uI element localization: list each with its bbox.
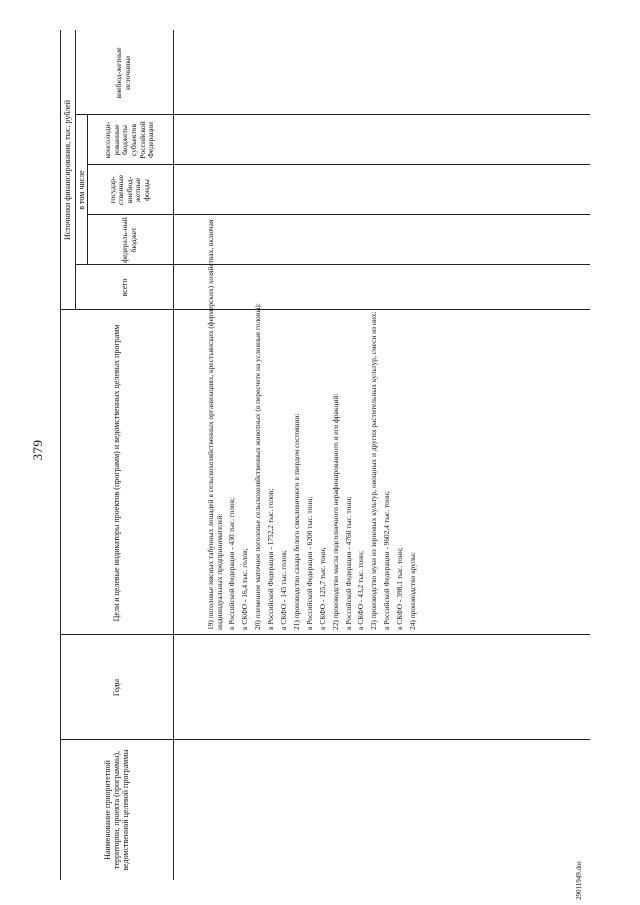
list-item: в Российской Федерации - 4760 тыс. тонн; bbox=[343, 496, 353, 630]
sources-title: Источники финансирования, тыс. рублей bbox=[63, 99, 72, 241]
list-item: в СКФО - 398,1 тыс. тонн; bbox=[395, 547, 405, 630]
state-funds-column-header: государ-ственные внебюд-жетные фонды bbox=[107, 174, 151, 206]
list-item: 24) производство крупы: bbox=[407, 552, 417, 630]
document-id: 29011949.doc bbox=[575, 860, 583, 900]
list-item: 20) племенное маточное поголовье сельскохозяйственных животных (в пересчете на условные головы): bbox=[253, 303, 263, 630]
rotated-table-area bbox=[30, 30, 590, 900]
list-item: в СКФО - 43,2 тыс. тонн; bbox=[356, 550, 366, 630]
page-number: 379 bbox=[30, 439, 45, 461]
goals-cell-text bbox=[207, 210, 422, 630]
list-item: в Российской Федерации - 6200 тыс. тонн; bbox=[304, 496, 314, 630]
years-column-header: Годы bbox=[112, 678, 121, 697]
including-subheader: в том числе bbox=[76, 170, 86, 210]
federal-column-header: федераль-ный бюджет bbox=[120, 217, 138, 263]
list-item: 19) поголовье мясных табунных лошадей в сельскохозяйственных организациях, крестьянских (фермерских) хозяйствах, включая индивидуальных предпринимателей: bbox=[206, 219, 224, 630]
list-item: 23) производство муки из зерновых культур, овощных и других растительных культур, смеси из них: bbox=[369, 311, 379, 630]
header-bottom-border bbox=[173, 30, 174, 880]
list-item: в Российской Федерации - 1752,2 тыс. голов; bbox=[266, 488, 276, 630]
consolidated-column-header: консолиди-рованные бюджеты субъектов Российской Федерации bbox=[103, 121, 156, 159]
extra-budget-col-border bbox=[75, 114, 590, 115]
list-item: в Российской Федерации - 9602,4 тыс. тонн; bbox=[382, 491, 392, 630]
consolidated-col-border bbox=[87, 164, 590, 165]
list-item: в Российской Федерации - 430 тыс. голов; bbox=[227, 497, 237, 630]
list-item: 21) производство сахара белого свекловичного в твердом состоянии: bbox=[291, 413, 301, 630]
list-item: в СКФО - 145 тыс. голов; bbox=[279, 550, 289, 630]
extra-budget-column-header: внебюд-жетные источники bbox=[114, 47, 132, 99]
list-item: в СКФО - 16,4 тыс. голов; bbox=[240, 548, 250, 630]
list-item: в СКФО - 125,7 тыс. тонн; bbox=[317, 547, 327, 630]
total-column-header: всего bbox=[119, 278, 129, 297]
name-column-header: Наименование приоритетной территории, проекта (программы), ведомственной целевой программы bbox=[103, 749, 130, 871]
list-item: 22) производство масла подсолнечного нерафинированного и его фракций: bbox=[330, 393, 340, 630]
goals-column-header: Цели и целевые индикаторы проектов (программ) и ведомственных целевых программ bbox=[112, 324, 121, 622]
